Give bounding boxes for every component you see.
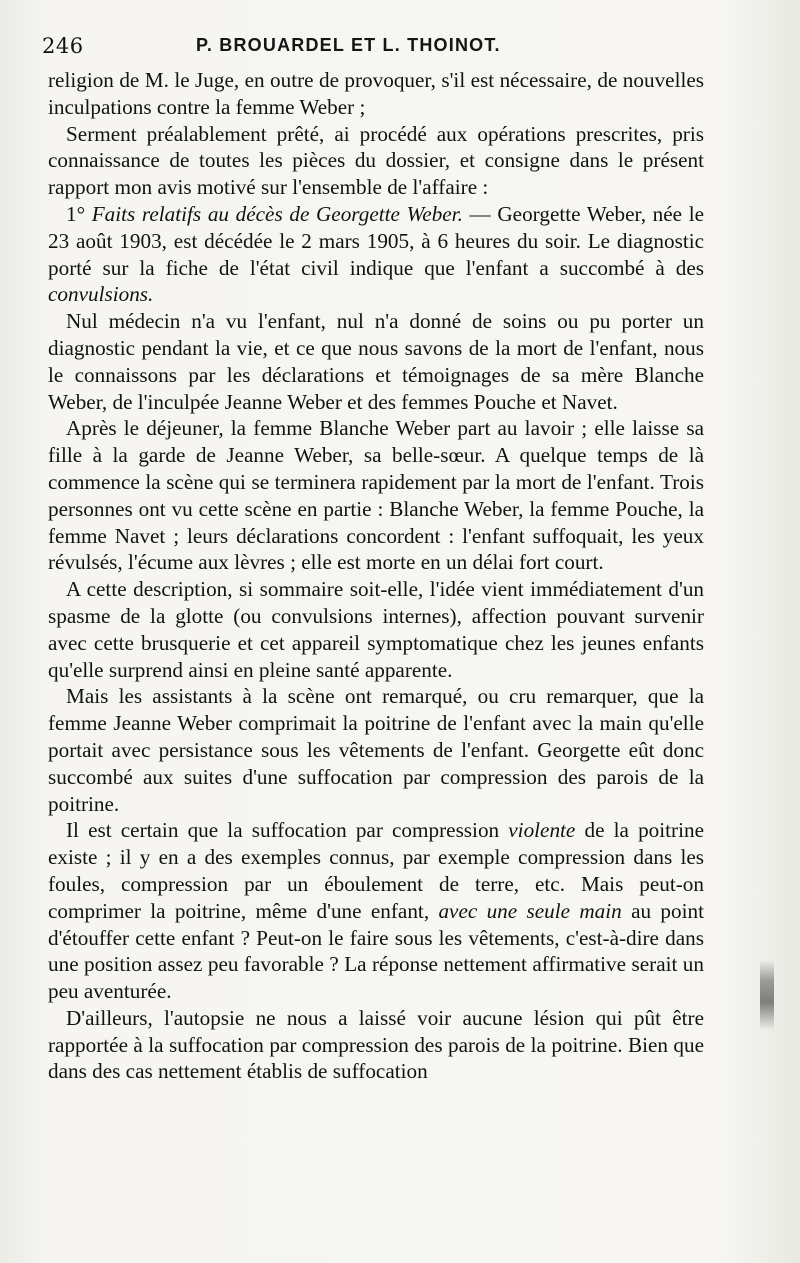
paragraph-continuation xyxy=(48,67,704,121)
text-segment: D'ailleurs, l'autopsie ne nous a laissé voir aucune lésion qui pût être rapportée à la suffocation par compression des parois de la poitrine. Bien que dans des cas nettement établis de suffocation xyxy=(48,1005,704,1084)
paragraph xyxy=(48,415,704,576)
page-number: 246 xyxy=(42,34,84,58)
italic-text: violente xyxy=(508,818,576,843)
margin-ink-mark xyxy=(760,960,774,1030)
paragraph xyxy=(48,576,704,683)
body-text xyxy=(48,67,704,1085)
italic-text: convulsions. xyxy=(48,282,154,307)
text-segment: — Georgette Weber, née le 23 août 1903, est décédée le 2 mars 1905, à 6 heures du soir. Le diagnostic porté sur la fiche de l'état civil indique que l'enfant a succombé à des xyxy=(48,201,704,280)
text-segment: au point d'étouffer cette enfant ? Peut-on le faire sous les vêtements, c'est-à-dire dans une position assez peu favorable ? La réponse nettement affirmative serait un peu aventurée. xyxy=(48,898,704,1004)
paragraph xyxy=(48,683,704,817)
italic-text: avec une seule main xyxy=(438,898,622,923)
text-segment: Il est certain que la suffocation par compression xyxy=(66,818,509,843)
paragraph xyxy=(48,1005,704,1085)
running-head: P. BROUARDEL ET L. THOINOT. xyxy=(196,35,501,55)
text-segment: 1° xyxy=(66,201,92,226)
text-segment: Serment préalablement prêté, ai procédé aux opérations prescrites, pris connaissance de toutes les pièces du dossier, et consigne dans le présent rapport mon avis motivé sur l'ensemble de l'affaire : xyxy=(48,121,704,200)
paragraph xyxy=(48,817,704,1005)
paragraph xyxy=(48,308,704,415)
text-segment: Nul médecin n'a vu l'enfant, nul n'a donné de soins ou pu porter un diagnostic pendant la vie, et ce que nous savons de la mort de l'enfant, nous le connaissons par les déclarations et témoignages de sa mère Blanche Weber, de l'inculpée Jeanne Weber et des femmes Pouche et Navet. xyxy=(48,309,704,414)
text-segment: Mais les assistants à la scène ont remarqué, ou cru remarquer, que la femme Jeanne Weber comprimait la poitrine de l'enfant avec la main qu'elle portait avec persistance sous les vêtements de l'enfant. Georgette eût donc succombé aux suites d'une suffocation par compression des parois de la poitrine. xyxy=(48,684,704,816)
text-segment: de la poitrine existe ; il y en a des exemples connus, par exemple compression dans les foules, compression par un éboulement de terre, etc. Mais peut-on comprimer la poitrine, même d'une enfant, xyxy=(48,818,704,923)
paragraph xyxy=(48,201,704,308)
page-header xyxy=(42,34,702,62)
italic-text: Faits relatifs au décès de Georgette Weber. xyxy=(91,201,463,226)
paragraph xyxy=(48,121,704,201)
text-segment: Après le déjeuner, la femme Blanche Weber part au lavoir ; elle laisse sa fille à la garde de Jeanne Weber, sa belle-sœur. A quelque temps de là commence la scène qui se terminera rapidement par la mort de l'enfant. Trois personnes ont vu cette scène en partie : Blanche Weber, la femme Pouche, la femme Navet ; leurs déclarations concordent : l'enfant suffoquait, les yeux révulsés, l'écume aux lèvres ; elle est morte en un délai fort court. xyxy=(48,416,704,575)
text-segment: A cette description, si sommaire soit-elle, l'idée vient immédiatement d'un spasme de la glotte (ou convulsions internes), affection pouvant survenir avec cette brusquerie et cet appareil symptomatique chez les jeunes enfants qu'elle surprend ainsi en pleine santé apparente. xyxy=(48,577,704,682)
text-segment: religion de M. le Juge, en outre de provoquer, s'il est nécessaire, de nouvelles inculpations contre la femme Weber ; xyxy=(48,68,704,119)
